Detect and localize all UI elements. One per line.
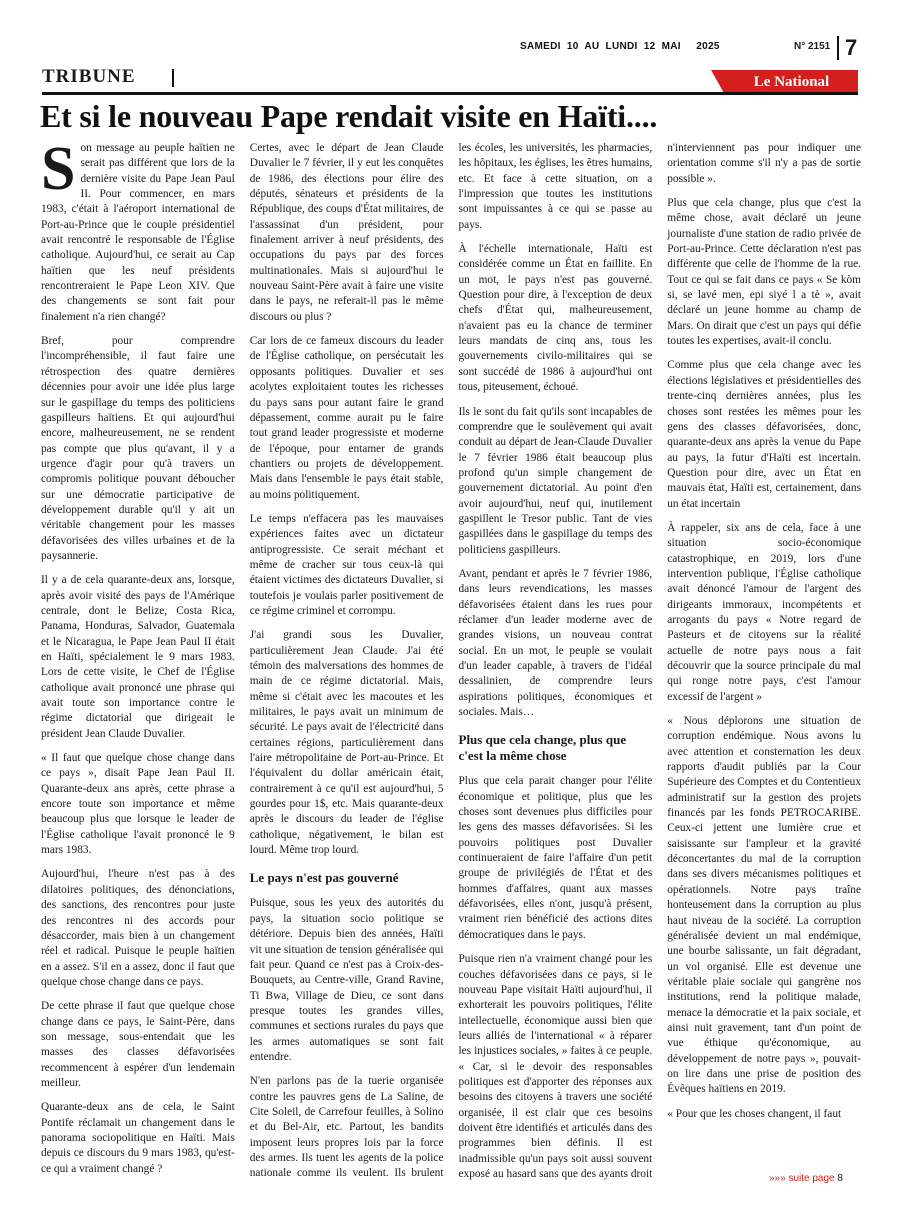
paragraph: Certes, avec le départ de Jean Claude Duvalier le 7 février, il y eut les conquêtes de 1986, des élections pour élire des députés, sénateurs et présidents de la République, des coups d'État militaires, de l'assassinat d'un président, pour finalement arriver à neuf présidents, des occupations du pays par des forces multinationales. Mais si aujourd'hui le nouveau Saint-Père avait à faire une visite dans le pays, ne referait-il pas le même discours ou plus ? bbox=[249, 142, 444, 323]
paragraph: « Il faut que quelque chose change dans ce pays », disait Pape Jean Paul II. Quarante-deux ans après, cette phrase a encore toute son importance et même beaucoup plus que lorsque le leader de l'Église catholique l'avait prononcé le 9 mars 1983. bbox=[41, 752, 235, 857]
paragraph: Aujourd'hui, l'heure n'est pas à des dilatoires politiques, des dénonciations, des sanctions, des rencontres pour juste des rencontres ni des accords pour désaccorder, mais bien à un changement réel et radical. Puisque le peuple haïtien en a assez. S'il en a assez, donc il faut que quelque chose change dans ce pays. bbox=[41, 868, 235, 988]
arrows-icon: »»» bbox=[769, 1173, 789, 1184]
article-title: Et si le nouveau Pape rendait visite en Haïti.... bbox=[40, 98, 658, 134]
paragraph: À l'échelle internationale, Haïti est considérée comme un État en faillite. En un mot, le pays n'est pas gouverné. Question pour dire, à l'exception de deux chefs d'État qui, malheureusement, n'avaient pas eu la chance de terminer leurs mandats de cinq ans, tous les gouvernements civilo-militaires qui se sont succédé de 1986 à aujourd'hui ont tous, piteusement, échoué. bbox=[458, 243, 653, 394]
paragraph: Son message au peuple haïtien ne serait pas différent que lors de la dernière visite du Pape Jean Paul II. Pour commencer, en mars 1983, c'était à l'aéroport international de Port-au-Prince que le couple présidentiel avait rencontré le responsable de l'Église catholique. Aujourd'hui, ce serait au Cap haïtien que les neuf présidents rencontreraient le Pape Leon XIV. Que des changements se sont fait pour finalement n'a rien changé? bbox=[41, 141, 235, 323]
paragraph: N'en parlons pas de la tuerie organisée contre les pauvres gens de La Saline, de Cite Soleil, de Carrefour feuilles, à Solino et du Bel-Air, etc. Partout, les bandits imposent leurs propres lois par la force des armes. Ils tuent les agents de la police nationale comme ils veulent. Ils brulent les écoles, les universités, les pharmacies, les hôpitaux, les églises, les êtres humains, etc. Et face à cette situation, on a l'impression que toutes les institutions sont impuissantes à ce qui se passe au pays. bbox=[249, 142, 653, 1180]
paragraph: Comme plus que cela change avec les élections législatives et présidentielles des trente-cinq dernières années, plus les choses sont restées les mêmes pour les gens des classes défavorisées, donc, quarante-deux ans après la venue du Pape au pays, la futur d'Haïti est incertain. Question pour dire, avec un État en mauvais état, Haïti est, certainement, dans un état incertain bbox=[667, 359, 861, 510]
paragraph: Plus que cela change, plus que c'est la même chose, avait déclaré un jeune journaliste d'une station de radio privée de Port-au-Prince. Cette déclaration n'est pas différente que celle de l'homme de la rue. Tout ce qui se fait dans ce pays « Se kòm si, se lavé men, epi siyé l a tè », avait déclaré un jeune homme au champ de Mars. On dirait que c'est un pays qui défie toutes les expertises, avait-il conclu. bbox=[667, 197, 861, 348]
article-body bbox=[41, 141, 861, 1191]
paragraph: J'ai grandi sous les Duvalier, particulièrement Jean Claude. J'ai été témoin des malversations des hommes de main de ce régime dictatorial. Mais, même si c'était avec les macoutes et les militaires, le pays avait un minimum de sécurité. Le pays avait de l'électricité dans certaines régions, particulièrement dans l'aire métropolitaine de Port-au-Prince. Et l'équivalent du dollar américain était, contrairement à ce qu'il est aujourd'hui, 5 gourdes pour 1$, etc. Mais quarante-deux après le discours du leader de l'église catholique, négativement, le bilan est lourd. Même trop lourd. bbox=[249, 629, 444, 857]
continuation-label: suite page bbox=[788, 1173, 835, 1184]
dropcap: S bbox=[41, 141, 76, 203]
issue-number: N° 2151 bbox=[794, 41, 831, 52]
paragraph: Puisque, sous les yeux des autorités du pays, la situation socio politique se détériore. Depuis bien des années, Haïti vit une situation de tension généralisée qui fait peur. Quand ce n'est pas à Croix-des-Bouquets, au Centre-ville, Grand Ravine, Ti Bwa, Village de Dieu, ce sont dans presque toutes les grandes villes, communes et sections rurales du pays que les armes automatiques se sont fait entendre. bbox=[249, 897, 444, 1063]
paragraph: À rappeler, six ans de cela, face à une situation socio-économique catastrophique, en 2019, lors d'une intervention publique, l'Église catholique avait dénoncé l'amour de l'argent des dirigeants immoraux, incompétents et arrogants du pays « Notre regard de Pasteurs et de citoyens sur la réalité actuelle de notre pays nous a fait découvrir que la source principale du mal qui ronge notre pays, c'est l'amour excessif de l'argent » bbox=[667, 521, 861, 703]
subheading: Plus que cela change, plus que c'est la même chose bbox=[458, 732, 627, 764]
section-label: TRIBUNE bbox=[42, 66, 136, 87]
date-line: SAMEDI 10 AU LUNDI 12 MAI 2025 bbox=[520, 41, 720, 52]
paragraph: Plus que cela parait changer pour l'élite économique et politique, plus que les choses sont devenues plus difficiles pour les gens des masses défavorisées. Si les pouvoirs politiques post Duvalier continueraient de faire l'affaire d'un petit groupe de privilégiés de l'État et des hommes d'affaires, quant aux masses défavorisées, elles n'ont, jusqu'à présent, vraiment rien bénéficié des actions dites démocratiques dans le pays. bbox=[458, 775, 653, 941]
paragraph: « Nous déplorons une situation de corruption endémique. Nous avons lu avec attention et consternation les deux rapports d'audit publiés par la Cour Supérieure des Comptes et du Contentieux administratif sur la gestion des projets financés par les fonds PETROCARIBE. Ceux-ci jettent une lumière crue et saisissante sur l'ampleur et la gravité déconcertantes du mal de la corruption dans ses divers mécanismes politiques et opérationnels. Notre pays traîne honteusement dans la corruption au plus haut niveau de la société. La corruption généralisée devient un mal endémique, une bourbe salissante, un fait dégradant, un vol organisé. Elle est devenue une véritable plaie sociale qui gangrène nos institutions, rend la politique malade, menace la démocratie et la paix sociale, et ainsi nuit gravement, tant d'un point de vue éthique qu'économique, au développement de notre pays », pouvait-on lire dans une prise de position des Évêques haïtiens en 2019. bbox=[667, 715, 861, 1096]
continuation-page: 8 bbox=[837, 1173, 843, 1184]
paragraph: Avant, pendant et après le 7 février 1986, dans leurs revendications, les masses défavorisées étaient dans les rues pour réclamer d'un leader moderne avec de grandes visions, un nouveau contrat social. En un mot, le peuple se voulait d'un leader capable, à travers de l'idéal dessalinien, de comprendre leurs aspirations politiques, économiques et sociales. Mais… bbox=[458, 567, 653, 719]
paragraph: Bref, pour comprendre l'incompréhensible, il faut faire une rétrospection des quatre dernières décennies pour avoir une idée plus large sur le gaspillage du temps des politiciens gaspilleurs haïtiens. Et qui aujourd'hui encore, malheureusement, ne se rendent pas compte que plus qu'avant, il y a urgence d'agir pour qu'à travers un compromis politique pouvant déboucher sur une démocratie participative de développement durable qu'il y ait un véritable changement pour les masses défavorisées des villes urbaines et de la paysannerie. bbox=[41, 335, 235, 562]
paragraph: « Pour que les choses changent, il faut bbox=[667, 1107, 842, 1120]
section-divider bbox=[172, 69, 174, 87]
paragraph: Ils le sont du fait qu'ils sont incapables de comprendre que le soulèvement qui avait conduit au départ de Jean-Claude Duvalier le 7 février 1986 était beaucoup plus profond qu'un simple changement de gouvernement dictatorial. Au point d'en avoir aujourd'hui, neuf qui, inutilement gaspillent le Tresor public. Tant de vies gaspillées dans le gaspillage du temps des politiciens gaspilleurs. bbox=[458, 405, 653, 556]
paragraph: Il y a de cela quarante-deux ans, lorsque, après avoir visité des pays de l'Amérique centrale, dont le Belize, Costa Rica, Panama, Honduras, Salvador, Guatemala et le Nicaragua, le Pape Jean Paul II était en Haïti, spécialement le 9 mars 1983. Lors de cette visite, le Chef de l'Église catholique avait prononcé une phrase qui avait toute son importance contre le régime dictatorial que dirigeait le président Jean Claude Duvalier. bbox=[41, 574, 235, 740]
paragraph: De cette phrase il faut que quelque chose change dans ce pays, le Saint-Père, dans son message, sous-entendait que les masses des classes défavorisées recommencent à espérer d'un lendemain meilleur. bbox=[41, 1000, 235, 1089]
page-number: 7 bbox=[837, 36, 857, 60]
header-rule bbox=[42, 92, 858, 95]
subheading: Le pays n'est pas gouverné bbox=[249, 870, 399, 886]
paragraph: Car lors de ce fameux discours du leader de l'Église catholique, on persécutait les opposants politiques. Duvalier et ses acolytes exploitaient toutes les richesses du pays sans pour autant faire le grand dépassement, comme aurait pu le faire tout grand leader progressiste et moderne de l'époque, pour entamer de grands chantiers ou projets de développement. Mais dans l'ensemble le pays était stable, au moins politiquement. bbox=[249, 335, 444, 501]
paragraph: Quarante-deux ans de cela, le Saint Pontife réclamait un changement dans le panorama sociopolitique en Haïti. Mais depuis ce discours du 9 mars 1983, qu'est-ce qui a vraiment changé ? bbox=[41, 1101, 235, 1175]
continuation-link[interactable] bbox=[769, 1173, 843, 1184]
newspaper-brand: Le National bbox=[725, 70, 858, 95]
paragraph: Le temps n'effacera pas les mauvaises expériences faites avec un dictateur antiprogressiste. Ce serait méchant et même de cracher sur tous ceux-là qui étaient victimes des dictateurs Duvalier, si toutefois je voulais parler positivement de ce régime criminel et corrompu. bbox=[249, 512, 444, 617]
paragraph: Puisque rien n'a vraiment changé pour les couches défavorisées dans ce pays, si le nouveau Pape visitait Haïti aujourd'hui, il exhorterait les pouvoirs politiques, l'élite intellectuelle, économique aussi bien que leurs alliés de l'international « à réparer les injustices sociales, » faites à ce peuple. « Car, si le devoir des responsables politiques est d'apporter des réponses aux besoins des citoyens à travers une société organisée, il est clair que ces besoins doivent être identifiés et articulés dans des programmes bien définis. Il est inadmissible qu'un pays soit aussi souvent exposé au hasard sans que des ayants droit n'interviennent pas pour indiquer une orientation comme s'il n'y a pas de sortie possible ». bbox=[458, 142, 861, 1180]
